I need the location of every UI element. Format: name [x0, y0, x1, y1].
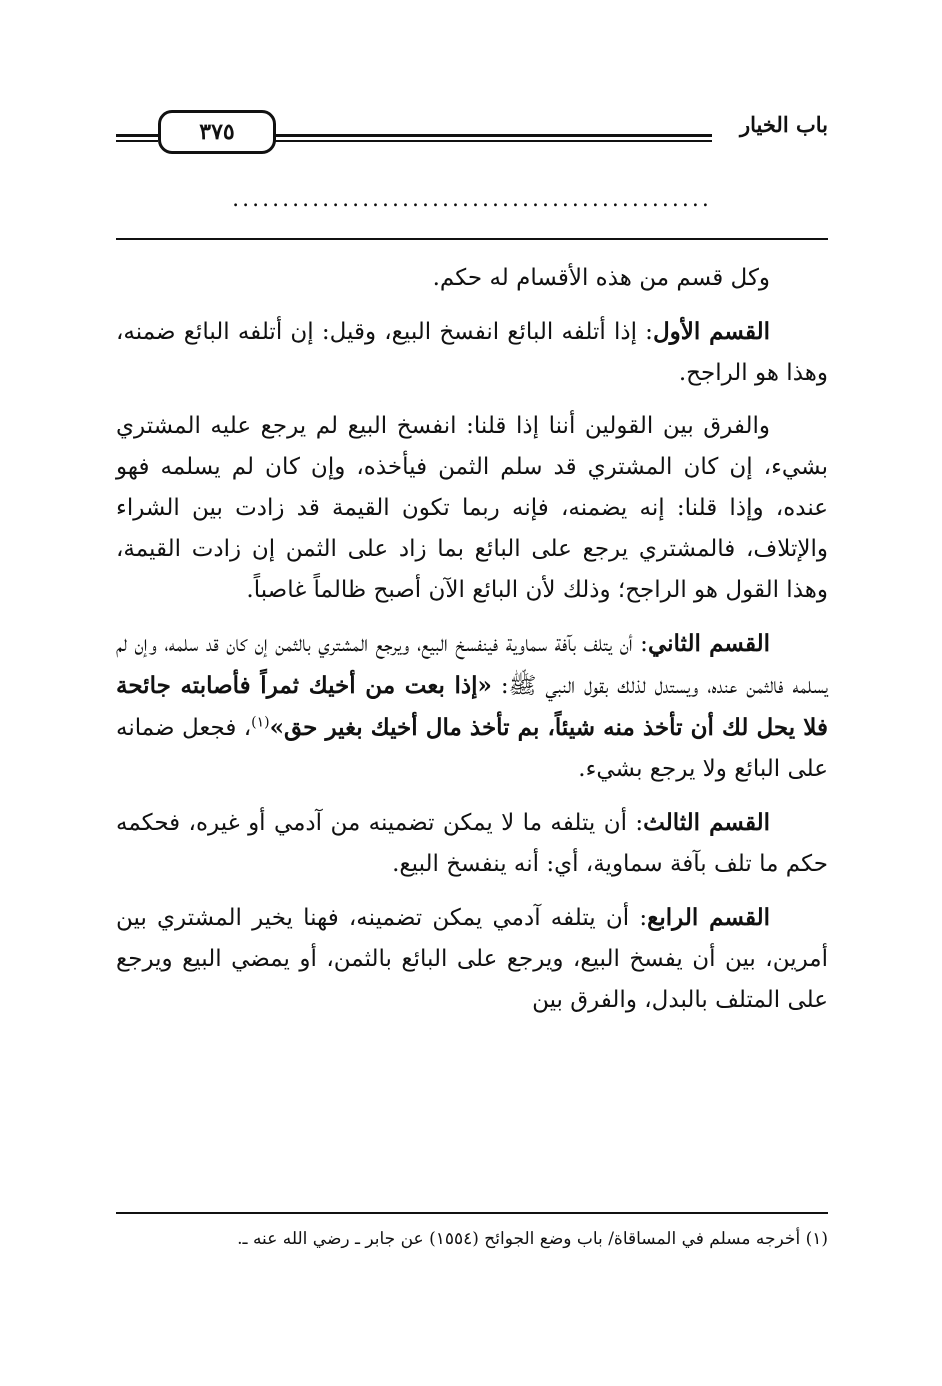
section-1-heading: القسم الأول — [652, 318, 770, 345]
footnote — [116, 1222, 828, 1256]
footnote-separator — [116, 1212, 828, 1214]
main-text — [116, 258, 828, 1033]
page-number-badge — [158, 110, 276, 154]
top-separator — [116, 238, 828, 240]
footnote-number: (١) — [805, 1229, 828, 1249]
footnote-text: أخرجه مسلم في المساقاة/ باب وضع الجوائح (١٥٥٤) عن جابر ـ رضي الله عنه ـ. — [237, 1229, 801, 1249]
header-rule-left-thin — [116, 140, 158, 142]
paragraph-section-4: القسم الرابع: أن يتلفه آدمي يمكن تضمينه، فهنا يخير المشتري بين أمرين، بين أن يفسخ البيع، ويرجع على البائع بالثمن، أو يمضي البيع ويرجع على المتلف بالبدل، والفرق بين — [116, 904, 828, 1013]
section-2-heading: القسم الثاني — [647, 630, 770, 657]
header-rule-thin — [270, 140, 712, 142]
section-4-heading: القسم الرابع — [647, 904, 770, 931]
section-3-heading: القسم الثالث — [643, 809, 770, 836]
running-header — [116, 108, 828, 154]
footnote-ref: (١) — [251, 714, 270, 731]
chapter-title: باب الخيار — [740, 112, 828, 137]
header-rule-left-thick — [116, 134, 158, 137]
hadith-quote: «إذا بعت من أخيك ثمراً فأصابته جائحة فلا يحل لك أن تأخذ منه شيئاً، بم تأخذ مال أخيك بغير حق» — [116, 672, 828, 741]
paragraph-section-3: القسم الثالث: أن يتلفه ما لا يمكن تضمينه من آدمي أو غيره، فحكمه حكم ما تلف بآفة سماوية، أي: أنه ينفسخ البيع. — [116, 809, 828, 877]
paragraph-section-2: القسم الثاني: أن يتلف بآفة سماوية فينفسخ البيع، ويرجع المشتري بالثمن إن كان قد سلمه، وإن لم يسلمه فالثمن عنده، ويستدل لذلك بقول النبي ﷺ: «إذا بعت من أخيك ثمراً فأصابته جائحة فلا يحل لك أن تأخذ منه شيئاً، بم تأخذ مال أخيك بغير حق»$^{(١)}$، فجعل ضمانه على البائع ولا يرجع بشيء. — [116, 630, 828, 782]
paragraph-difference: والفرق بين القولين أننا إذا قلنا: انفسخ البيع لم يرجع عليه المشتري بشيء، إن كان المشتري قد سلم الثمن فيأخذه، وإن كان لم يسلمه فهو عنده، وإذا قلنا: إنه يضمنه، فإنه ربما تكون القيمة قد زادت بين الشراء والإتلاف، فالمشتري يرجع على البائع بما زاد على الثمن إن زادت القيمة، وهذا القول هو الراجح؛ وذلك لأن البائع الآن أصبح ظالماً غاصباً. — [116, 413, 828, 603]
page-number: ٣٧٥ — [199, 119, 235, 145]
paragraph-section-1: القسم الأول: إذا أتلفه البائع انفسخ البيع، وقيل: إن أتلفه البائع ضمنه، وهذا هو الراجح. — [116, 318, 828, 386]
ellipsis-divider: ................................................ — [232, 190, 712, 210]
paragraph-intro: وكل قسم من هذه الأقسام له حكم. — [432, 265, 770, 291]
header-rule-thick — [270, 134, 712, 137]
